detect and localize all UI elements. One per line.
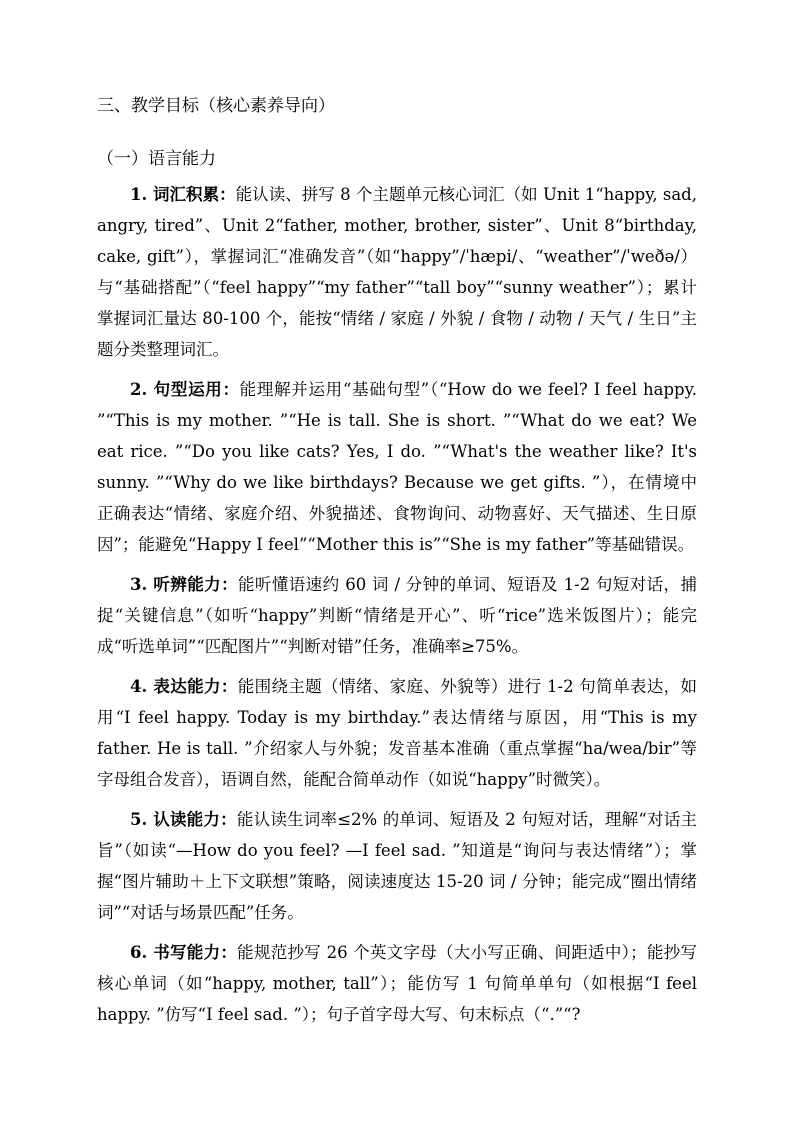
goal-text: 能听懂语速约 60 词 / 分钟的单词、短语及 1-2 句短对话，捕捉“关键信息”（如听“happy”判断“情绪是开心”、听“rice”选米饭图片）；能完成“听选单词”“匹配图片”“判断对错”任务，准确率≥75%。 bbox=[97, 575, 697, 656]
goal-lead: 5. 认读能力： bbox=[130, 810, 237, 829]
goal-paragraph-sentence-patterns bbox=[97, 374, 697, 560]
goal-paragraph-reading bbox=[97, 804, 697, 928]
goal-paragraph-listening bbox=[97, 569, 697, 662]
goal-paragraph-writing bbox=[97, 937, 697, 1030]
section-title: 三、教学目标（核心素养导向） bbox=[97, 96, 335, 116]
goal-text: 能理解并运用“基础句型”（“How do we feel? I feel happy. ”“This is my mother. ”“He is tall. She is short. ”“What do we eat? We eat rice. ”“Do you like cats? Yes, I do. ”“What's the weather like? It's sunny. ”“Why do we like birthdays? Because we get gifts. ”），在情境中正确表达“情绪、家庭介绍、外貌描述、食物询问、动物喜好、天气描述、生日原因”；能避免“Happy I feel”“Mother this is”“She is my father”等基础错误。 bbox=[97, 380, 697, 554]
goal-text: 能认读生词率≤2% 的单词、短语及 2 句短对话，理解“对话主旨”（如读“—How do you feel? —I feel sad. ”知道是“询问与表达情绪”）；掌握“图片辅助＋上下文联想”策略，阅读速度达 15-20 词 / 分钟；能完成“圈出情绪词”“对话与场景匹配”任务。 bbox=[97, 810, 697, 922]
goal-paragraph-vocabulary bbox=[97, 179, 697, 365]
goal-text: 能围绕主题（情绪、家庭、外貌等）进行 1-2 句简单表达，如用“I feel happy. Today is my birthday.”表达情绪与原因，用“This is my father. He is tall. ”介绍家人与外貌；发音基本准确（重点掌握“ha/wea/bir”等字母组合发音），语调自然，能配合简单动作（如说“happy”时微笑）。 bbox=[97, 677, 697, 789]
goal-lead: 4. 表达能力： bbox=[130, 677, 238, 696]
goal-text: 能认读、拼写 8 个主题单元核心词汇（如 Unit 1“happy, sad, angry, tired”、Unit 2“father, mother, brother, sister”、Unit 8“birthday, cake, gift”），掌握词汇“准确发音”（如“happy”/ˈhæpi/、“weather”/ˈweðə/）与“基础搭配”（“feel happy”“my father”“tall boy”“sunny weather”）；累计掌握词汇量达 80-100 个，能按“情绪 / 家庭 / 外貌 / 食物 / 动物 / 天气 / 生日”主题分类整理词汇。 bbox=[97, 185, 697, 359]
goal-lead: 3. 听辨能力： bbox=[130, 575, 238, 594]
goal-lead: 6. 书写能力： bbox=[130, 943, 238, 962]
document-body bbox=[97, 91, 697, 1039]
goal-lead: 2. 句型运用： bbox=[130, 380, 240, 399]
goal-lead: 1. 词汇积累： bbox=[130, 185, 236, 204]
subsection-title: （一）语言能力 bbox=[97, 149, 216, 169]
goal-paragraph-expression bbox=[97, 671, 697, 795]
goal-text: 能规范抄写 26 个英文字母（大小写正确、间距适中）；能抄写核心单词（如“happy, mother, tall”）；能仿写 1 句简单单句（如根据“I feel happy. ”仿写“I feel sad. ”）；句子首字母大写、句末标点（“.”“? bbox=[97, 943, 697, 1024]
